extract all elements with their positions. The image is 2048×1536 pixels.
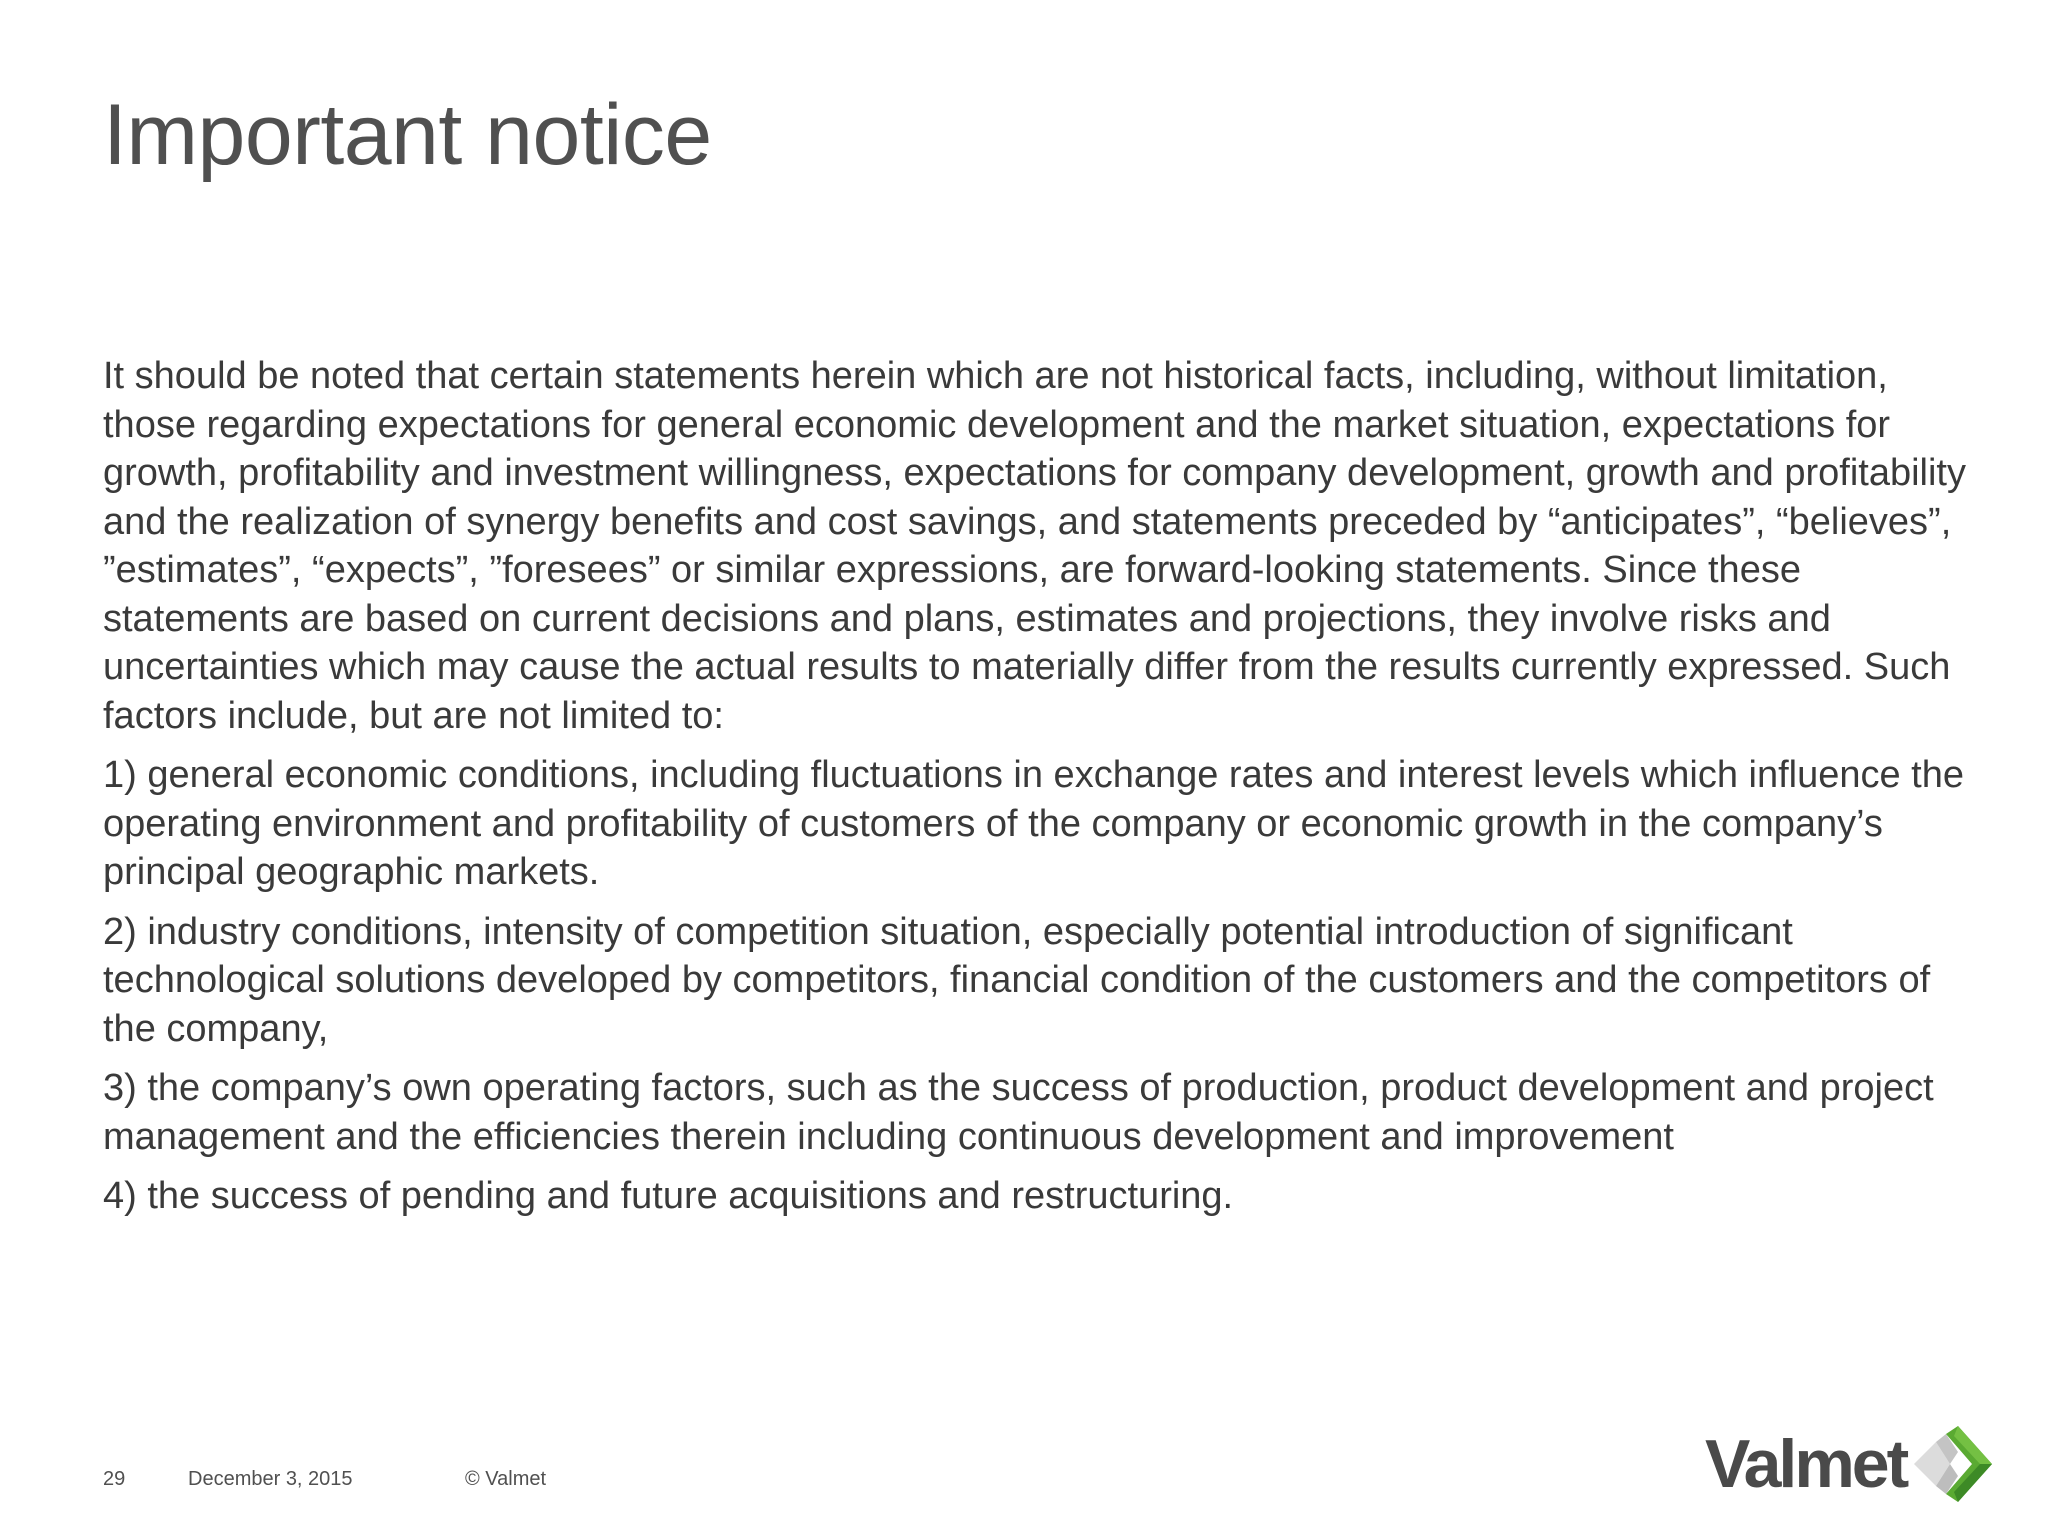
factor-item-3: 3) the company’s own operating factors, such as the success of production, product development and project management and the efficiencies therein including continuous development and improvement [103,1067,1934,1158]
page-title: Important notice [103,87,712,183]
valmet-diamond-icon [1910,1426,1992,1502]
intro-paragraph: It should be noted that certain statements herein which are not historical facts, including, without limitation, those regarding expectations for general economic development and the market situation, expectations for growth, profitability and investment willingness, expectations for company development, growth and profitability and the realization of synergy benefits and cost savings, and statements preceded by “anticipates”, “believes”, ”estimates”, “expects”, ”foresees” or similar expressions, are forward-looking statements. Since these statements are based on current decisions and plans, estimates and projections, they involve risks and uncertainties which may cause the actual results to materially differ from the results currently expressed. Such factors include, but are not limited to: [103,355,1966,737]
factor-item-1: 1) general economic conditions, including fluctuations in exchange rates and interest levels which influence the operating environment and profitability of customers of the company or economic growth in the company’s principal geographic markets. [103,754,1964,893]
footer-copyright: © Valmet [465,1468,547,1490]
factor-item-4: 4) the success of pending and future acquisitions and restructuring. [103,1175,1234,1217]
footer-date: December 3, 2015 [188,1468,353,1490]
valmet-logo [1705,1424,1992,1504]
logo-wordmark: Valmet [1705,1426,1907,1502]
page-number: 29 [103,1468,126,1490]
factor-item-2: 2) industry conditions, intensity of competition situation, especially potential introduction of significant technological solutions developed by competitors, financial condition of the customers and the competitors of the company, [103,910,1931,1050]
notice-body [103,352,1983,1232]
